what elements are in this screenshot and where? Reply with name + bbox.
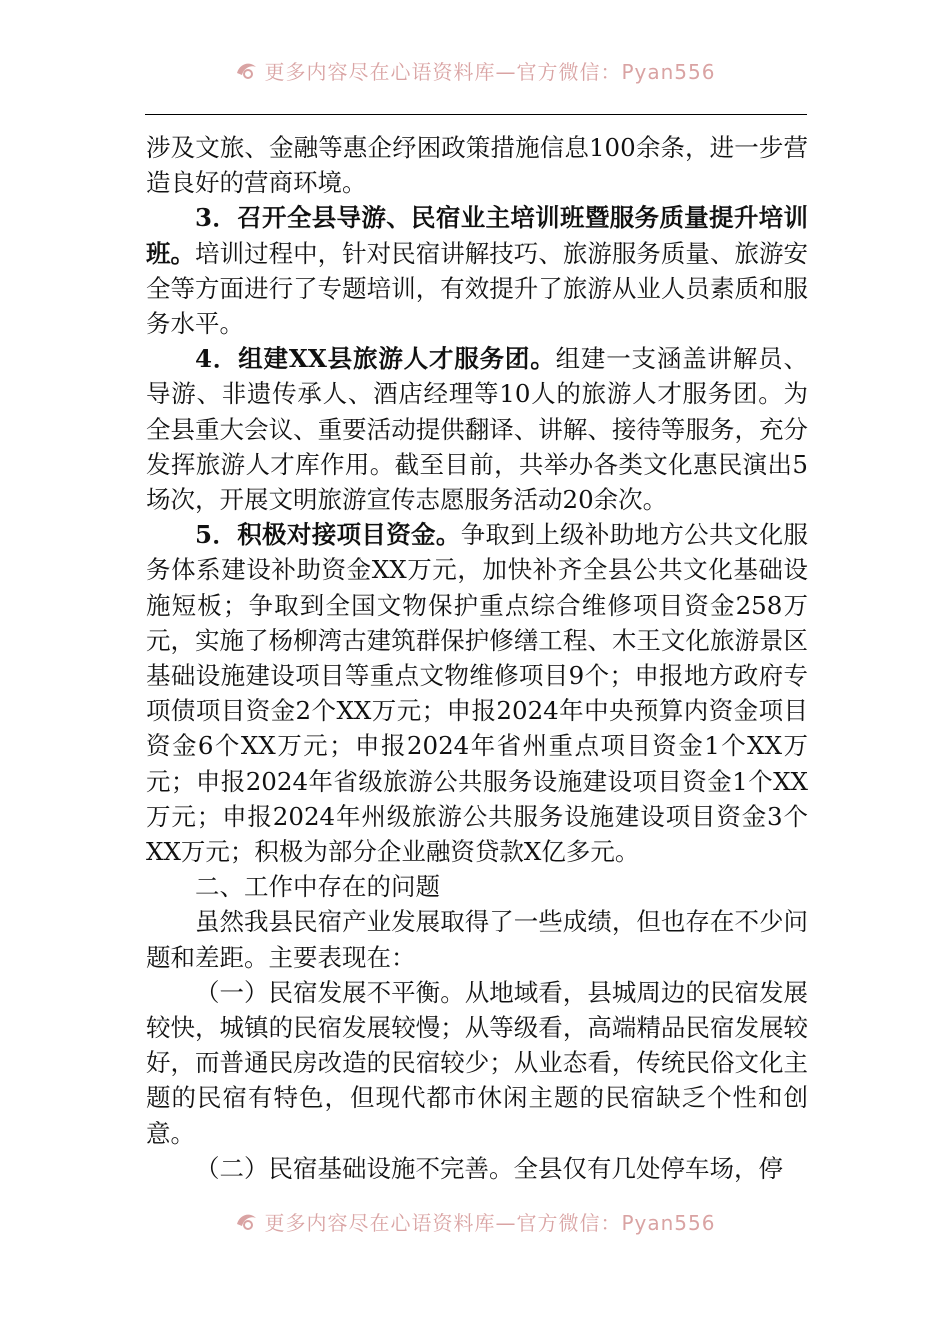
brand-logo-icon bbox=[234, 1210, 260, 1232]
section-heading: 二、工作中存在的问题 bbox=[195, 872, 440, 902]
paragraph-item-4: 4．组建XX县旅游人才服务团。组建一支涵盖讲解员、导游、非遗传承人、酒店经理等10人的旅游人才服务团。为全县重大会议、重要活动提供翻译、讲解、接待等服务，充分发挥旅游人才库作用。截至目前，共举办各类文化惠民演出5场次，开展文明旅游宣传志愿服务活动20余次。 bbox=[146, 344, 808, 515]
section-intro: 虽然我县民宿产业发展取得了一些成绩，但也存在不少问题和差距。主要表现在： bbox=[146, 907, 808, 972]
item-3-heading: 3．召开全县导游、民宿业主培训班暨服务质量提升培训班。 bbox=[146, 203, 808, 268]
document-body bbox=[146, 130, 808, 1186]
header-rule bbox=[145, 114, 807, 115]
footer-watermark bbox=[0, 1206, 950, 1236]
paragraph-continuation: 涉及文旅、金融等惠企纾困政策措施信息100余条，进一步营造良好的营商环境。 bbox=[146, 133, 808, 198]
footer-watermark-text: 更多内容尽在心语资料库—官方微信：Pyan556 bbox=[264, 1210, 716, 1235]
brand-logo-icon bbox=[234, 59, 260, 81]
problem-2: （二）民宿基础设施不完善。全县仅有几处停车场，停 bbox=[195, 1153, 783, 1183]
header-watermark-text: 更多内容尽在心语资料库—官方微信：Pyan556 bbox=[264, 59, 716, 84]
header-watermark bbox=[0, 55, 950, 85]
item-4-heading: 4．组建XX县旅游人才服务团。 bbox=[195, 344, 556, 374]
item-5-heading: 5．积极对接项目资金。 bbox=[195, 520, 461, 550]
paragraph-item-3: 3．召开全县导游、民宿业主培训班暨服务质量提升培训班。培训过程中，针对民宿讲解技巧、旅游服务质量、旅游安全等方面进行了专题培训，有效提升了旅游从业人员素质和服务水平。 bbox=[146, 203, 809, 339]
problem-1: （一）民宿发展不平衡。从地域看，县城周边的民宿发展较快，城镇的民宿发展较慢；从等级看，高端精品民宿发展较好，而普通民房改造的民宿较少；从业态看，传统民俗文化主题的民宿有特色，但现代都市休闲主题的民宿缺乏个性和创意。 bbox=[146, 977, 808, 1148]
paragraph-item-5: 5．积极对接项目资金。争取到上级补助地方公共文化服务体系建设补助资金XX万元，加快补齐全县公共文化基础设施短板；争取到全国文物保护重点综合维修项目资金258万元，实施了杨柳湾古建筑群保护修缮工程、木王文化旅游景区基础设施建设项目等重点文物维修项目9个；申报地方政府专项债项目资金2个XX万元；申报2024年中央预算内资金项目资金6个XX万元；申报2024年省州重点项目资金1个XX万元；申报2024年省级旅游公共服务设施建设项目资金1个XX万元；申报2024年州级旅游公共服务设施建设项目资金3个XX万元；积极为部分企业融资贷款X亿多元。 bbox=[146, 520, 809, 867]
